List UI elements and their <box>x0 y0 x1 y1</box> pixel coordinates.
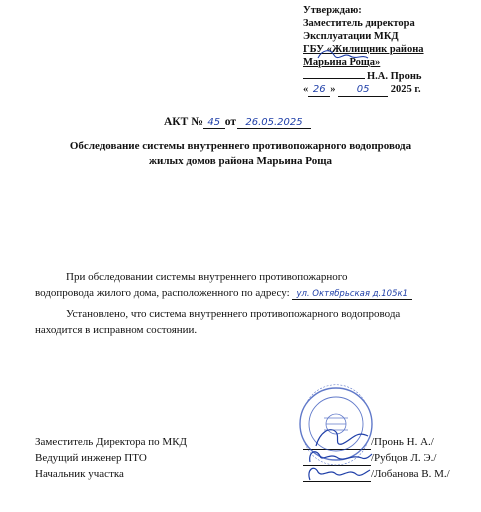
signature-role-1: Заместитель Директора по МКД <box>35 436 188 448</box>
act-subject-line-2: жилых домов района Марьина Роща <box>149 155 332 167</box>
approval-signature-row <box>303 69 424 83</box>
act-date: 26.05.2025 <box>237 117 311 129</box>
body-address-prefix: водопровода жилого дома, расположенного по адресу: <box>35 287 290 299</box>
approval-date-year: 2025 г. <box>390 84 421 95</box>
approval-date-open-quote: « <box>303 84 309 95</box>
approval-heading: Утверждаю: <box>303 5 362 16</box>
act-subject-line-1: Обследование системы внутреннего противопожарного водопровода <box>69 140 412 152</box>
act-label: АКТ № <box>164 116 203 128</box>
act-number: 45 <box>203 117 225 129</box>
signature-name-1: /Пронь Н. А./ <box>371 436 434 448</box>
signature-line-2 <box>303 465 371 466</box>
approval-position: Заместитель директора <box>303 18 415 29</box>
body-paragraph-1: При обследовании системы внутреннего противопожарного <box>66 271 348 283</box>
approval-organization: ГБУ «Жилищник района <box>303 44 424 55</box>
approval-date-day: 26 <box>308 83 330 97</box>
organization-stamp <box>300 385 372 465</box>
approval-block <box>303 4 424 97</box>
approval-signature-line <box>303 69 365 79</box>
body-paragraph-4: находится в исправном состоянии. <box>35 324 198 336</box>
signature-name-2: /Рубцов Л. Э./ <box>371 452 437 464</box>
signature-scribble-3 <box>309 468 370 480</box>
approval-date-close-quote: » <box>330 84 336 95</box>
act-from-label: от <box>224 116 236 128</box>
signature-line-1 <box>303 449 371 450</box>
signature-scribble-1 <box>316 430 368 446</box>
approval-signer: Н.А. Пронь <box>367 71 422 82</box>
body-paragraph-3: Установлено, что система внутреннего противопожарного водопровода <box>66 308 401 320</box>
signature-line-3 <box>303 481 371 482</box>
approval-date-month: 05 <box>338 83 388 97</box>
approval-department: Эксплуатации МКД <box>303 31 399 42</box>
body-address-handwritten: ул. Октябрьская д.105к1 <box>292 289 412 300</box>
signature-name-3: /Лобанова В. М./ <box>371 468 450 480</box>
signature-role-2: Ведущий инженер ПТО <box>35 452 147 464</box>
signature-scribble-2 <box>310 452 372 462</box>
approval-district: Марьина Роща» <box>303 57 381 68</box>
signature-role-3: Начальник участка <box>35 468 124 480</box>
act-title <box>164 116 311 129</box>
approval-date-row <box>303 83 424 97</box>
act-subject <box>0 139 481 169</box>
body-paragraph-2 <box>35 286 412 302</box>
